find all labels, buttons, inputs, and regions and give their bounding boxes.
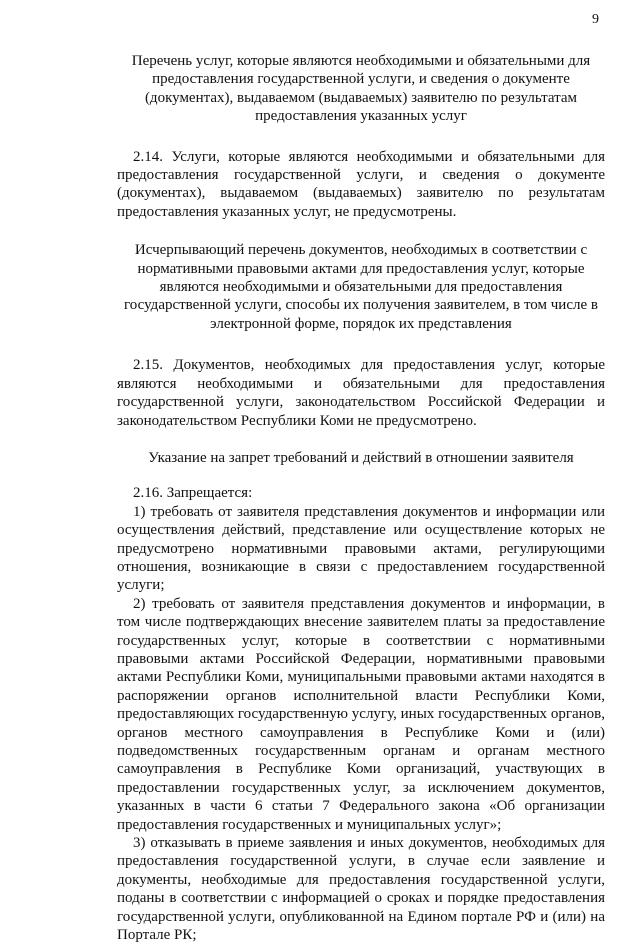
section-heading-services-list: Перечень услуг, которые являются необходимыми и обязательными для предоставления государственной услуги, и сведения о документе (документах), выдаваемом (выдаваемых) заявителю по результатам предоставления указанных услуг [131,53,591,125]
list-item-2: 2) требовать от заявителя представления документов и информации, в том числе подтверждающих внесение заявителем платы за предоставление государственных услуг, которые в соответствии с нормативными правовыми актами Российской Федерации, нормативными правовыми актами Республики Коми, муниципальными правовыми актами находятся в распоряжении органов исполнительной власти Республики Коми, предоставляющих государственную услугу, иных государственных органов, органов местного самоуправления в Республике Коми и (или) подведомственных государственным органам и органам местного самоуправления в Республике Коми организаций, участвующих в предоставлении государственных услуг, за исключением документов, указанных в части 6 статьи 7 Федерального закона «Об организации предоставления государственных и муниципальных услуг»; [117,595,605,833]
list-item-3: 3) отказывать в приеме заявления и иных документов, необходимых для предоставления государственной услуги, в случае если заявление и документы, необходимые для предоставления государственной услуги, поданы в соответствии с информацией о сроках и порядке предоставления государственной услуги, опубликованной на Едином портале РФ и (или) на Портале РК; [117,835,605,944]
list-item-1: 1) требовать от заявителя представления документов и информации или осуществления действий, представление или осуществление которых не предусмотрено нормативными правовыми актами, регулирующими отношения, возникающие в связи с предоставлением государственной услуги; [117,503,605,594]
page-number: 9 [592,12,599,27]
paragraph-2-15: 2.15. Документов, необходимых для предоставления услуг, которые являются необходимыми и обязательными для предоставления государственной услуги, законодательством Российской Федерации и законодательством Республики Коми не предусмотрено. [117,357,605,429]
paragraph-2-14: 2.14. Услуги, которые являются необходимыми и обязательными для предоставления государственной услуги, и сведения о документе (документах), выдаваемом (выдаваемых) заявителю по результатам предоставления указанных услуг, не предусмотрены. [117,148,605,220]
paragraph-2-16: 2.16. Запрещается: [133,485,253,502]
section-heading-documents-list: Исчерпывающий перечень документов, необходимых в соответствии с нормативными правовыми актами для предоставления услуг, которые являются необходимыми и обязательными для предоставления государственной услуги, способы их получения заявителем, в том числе в электронной форме, порядок их представления [124,242,598,332]
document-body [117,52,605,944]
section-heading-prohibitions: Указание на запрет требований и действий в отношении заявителя [148,449,574,466]
